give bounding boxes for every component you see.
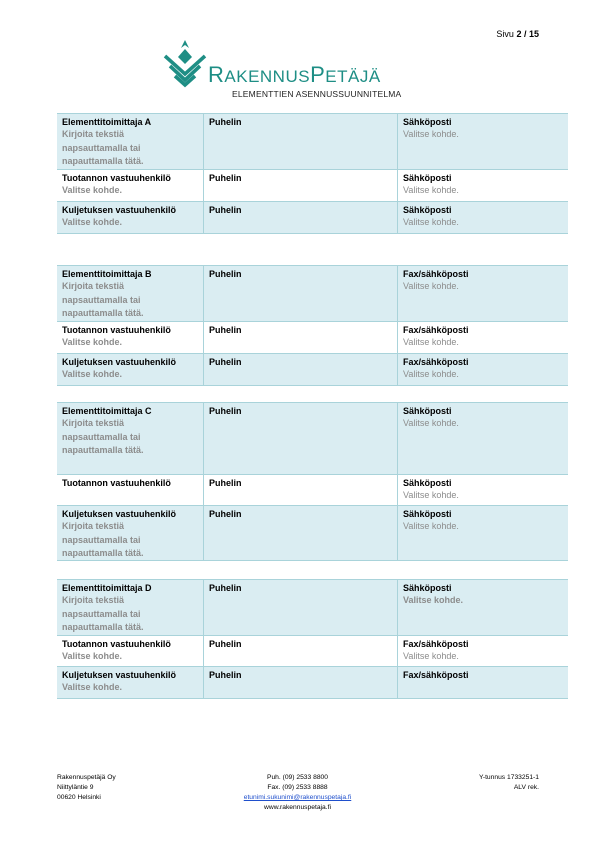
name-cell <box>57 266 204 321</box>
phone-cell <box>204 667 397 698</box>
supplier-table-a <box>57 113 568 234</box>
transport-contact-row <box>57 667 568 699</box>
company-logo <box>163 40 438 102</box>
role-label: Elementtitoimittaja C <box>62 406 152 416</box>
phone-label: Puhelin <box>209 117 242 127</box>
phone-cell <box>204 475 397 505</box>
email-label: Sähköposti <box>403 478 452 488</box>
name-cell <box>57 636 204 666</box>
name-placeholder[interactable]: napsauttamalla tai <box>62 431 141 442</box>
email-label: Sähköposti <box>403 406 452 416</box>
brand-name: RAKENNUSPETÄJÄ <box>208 62 381 87</box>
name-placeholder[interactable]: Valitse kohde. <box>62 185 123 195</box>
page-number: Sivu 2 / 15 <box>496 29 539 39</box>
footer-address <box>57 773 116 803</box>
email-placeholder[interactable]: Valitse kohde. <box>403 418 459 428</box>
supplier-table-c <box>57 402 568 561</box>
email-label: Fax/sähköposti <box>403 325 469 335</box>
name-placeholder[interactable]: Valitse kohde. <box>62 651 123 661</box>
email-cell <box>397 114 568 169</box>
supplier-row <box>57 579 568 636</box>
phone-label: Puhelin <box>209 583 242 593</box>
role-label: Elementtitoimittaja B <box>62 269 152 279</box>
name-cell <box>57 403 204 474</box>
phone-label: Puhelin <box>209 639 242 649</box>
phone-label: Puhelin <box>209 509 242 519</box>
name-placeholder[interactable]: Valitse kohde. <box>62 682 123 692</box>
email-placeholder[interactable]: Valitse kohde. <box>403 217 459 227</box>
footer-registration <box>479 773 539 793</box>
supplier-table-b <box>57 265 568 386</box>
transport-contact-row <box>57 354 568 386</box>
footer-fax: Fax. (09) 2533 8888 <box>267 784 328 791</box>
transport-contact-row <box>57 506 568 561</box>
email-cell <box>397 636 568 666</box>
role-label: Kuljetuksen vastuuhenkilö <box>62 205 177 215</box>
footer-web: www.rakennuspetaja.fi <box>264 804 331 811</box>
phone-label: Puhelin <box>209 205 242 215</box>
email-label: Fax/sähköposti <box>403 357 469 367</box>
phone-label: Puhelin <box>209 670 242 680</box>
name-placeholder[interactable]: Kirjoita tekstiä <box>62 281 125 291</box>
phone-cell <box>204 636 397 666</box>
role-label: Elementtitoimittaja A <box>62 117 152 127</box>
email-cell <box>397 506 568 560</box>
phone-label: Puhelin <box>209 357 242 367</box>
phone-cell <box>204 114 397 169</box>
role-label: Tuotannon vastuuhenkilö <box>62 325 171 335</box>
email-cell <box>397 403 568 474</box>
footer-city: 00620 Helsinki <box>57 794 101 801</box>
phone-cell <box>204 403 397 474</box>
email-label: Sähköposti <box>403 173 452 183</box>
role-label: Tuotannon vastuuhenkilö <box>62 639 171 649</box>
name-placeholder[interactable]: napauttamalla tätä. <box>62 445 144 455</box>
role-label: Kuljetuksen vastuuhenkilö <box>62 357 177 367</box>
email-cell <box>397 170 568 201</box>
phone-cell <box>204 506 397 560</box>
email-placeholder[interactable]: Valitse kohde. <box>403 521 459 531</box>
name-cell <box>57 114 204 169</box>
name-placeholder[interactable]: Kirjoita tekstiä <box>62 521 125 531</box>
name-placeholder[interactable]: napauttamalla tätä. <box>62 308 144 318</box>
name-cell <box>57 170 204 201</box>
phone-cell <box>204 354 397 385</box>
email-placeholder[interactable]: Valitse kohde. <box>403 281 459 291</box>
name-cell <box>57 667 204 698</box>
email-label: Fax/sähköposti <box>403 639 469 649</box>
name-cell <box>57 322 204 353</box>
name-cell <box>57 354 204 385</box>
name-placeholder[interactable]: napauttamalla tätä. <box>62 156 144 166</box>
production-contact-row <box>57 475 568 506</box>
email-placeholder[interactable]: Valitse kohde. <box>403 337 459 347</box>
name-cell <box>57 475 204 505</box>
production-contact-row <box>57 636 568 667</box>
name-placeholder[interactable]: napauttamalla tätä. <box>62 622 144 632</box>
email-label: Sähköposti <box>403 117 452 127</box>
phone-label: Puhelin <box>209 325 242 335</box>
name-placeholder[interactable]: Kirjoita tekstiä <box>62 595 125 605</box>
production-contact-row <box>57 322 568 354</box>
phone-label: Puhelin <box>209 406 242 416</box>
email-label: Fax/sähköposti <box>403 670 469 680</box>
tree-logo-icon <box>163 40 207 88</box>
email-cell <box>397 667 568 698</box>
email-placeholder[interactable]: Valitse kohde. <box>403 595 464 605</box>
phone-cell <box>204 322 397 353</box>
name-placeholder[interactable]: napsauttamalla tai <box>62 142 141 153</box>
name-placeholder[interactable]: Valitse kohde. <box>62 369 123 379</box>
email-cell <box>397 266 568 321</box>
role-label: Tuotannon vastuuhenkilö <box>62 478 171 488</box>
name-placeholder[interactable]: napauttamalla tätä. <box>62 548 144 558</box>
footer-business-id: Y-tunnus 1733251-1 <box>479 774 539 781</box>
phone-label: Puhelin <box>209 269 242 279</box>
phone-label: Puhelin <box>209 478 242 488</box>
footer-contact <box>200 773 395 813</box>
footer-phone: Puh. (09) 2533 8800 <box>267 774 328 781</box>
email-placeholder[interactable]: Valitse kohde. <box>403 490 459 500</box>
role-label: Tuotannon vastuuhenkilö <box>62 173 171 183</box>
email-label: Sähköposti <box>403 583 452 593</box>
name-placeholder[interactable]: Kirjoita tekstiä <box>62 418 125 428</box>
transport-contact-row <box>57 202 568 234</box>
name-cell <box>57 580 204 635</box>
email-cell <box>397 475 568 505</box>
email-label: Sähköposti <box>403 509 452 519</box>
supplier-row <box>57 402 568 475</box>
production-contact-row <box>57 170 568 202</box>
name-placeholder[interactable]: Kirjoita tekstiä <box>62 129 125 139</box>
footer-email-link[interactable]: etunimi.sukunimi@rakennuspetaja.fi <box>243 794 352 801</box>
supplier-row <box>57 113 568 170</box>
phone-cell <box>204 202 397 233</box>
phone-cell <box>204 266 397 321</box>
name-placeholder[interactable]: Valitse kohde. <box>62 337 123 347</box>
email-cell <box>397 202 568 233</box>
role-label: Kuljetuksen vastuuhenkilö <box>62 670 177 680</box>
phone-cell <box>204 580 397 635</box>
email-label: Sähköposti <box>403 205 452 215</box>
email-cell <box>397 354 568 385</box>
footer-street: Niittyläntie 9 <box>57 784 94 791</box>
phone-cell <box>204 170 397 201</box>
footer-company: Rakennuspetäjä Oy <box>57 774 116 781</box>
supplier-table-d <box>57 579 568 699</box>
name-placeholder[interactable]: napsauttamalla tai <box>62 294 141 305</box>
email-cell <box>397 580 568 635</box>
footer-vat: ALV rek. <box>513 784 539 791</box>
name-cell <box>57 506 204 560</box>
role-label: Elementtitoimittaja D <box>62 583 152 593</box>
document-subtitle: ELEMENTTIEN ASENNUSSUUNNITELMA <box>232 89 402 99</box>
email-cell <box>397 322 568 353</box>
name-placeholder[interactable]: napsauttamalla tai <box>62 608 141 619</box>
role-label: Kuljetuksen vastuuhenkilö <box>62 509 177 519</box>
email-placeholder[interactable]: Valitse kohde. <box>403 651 459 661</box>
name-placeholder[interactable]: Valitse kohde. <box>62 217 123 227</box>
email-placeholder[interactable]: Valitse kohde. <box>403 129 459 139</box>
name-cell <box>57 202 204 233</box>
email-placeholder[interactable]: Valitse kohde. <box>403 185 459 195</box>
email-placeholder[interactable]: Valitse kohde. <box>403 369 459 379</box>
supplier-row <box>57 265 568 322</box>
phone-label: Puhelin <box>209 173 242 183</box>
email-label: Fax/sähköposti <box>403 269 469 279</box>
name-placeholder[interactable]: napsauttamalla tai <box>62 534 141 545</box>
